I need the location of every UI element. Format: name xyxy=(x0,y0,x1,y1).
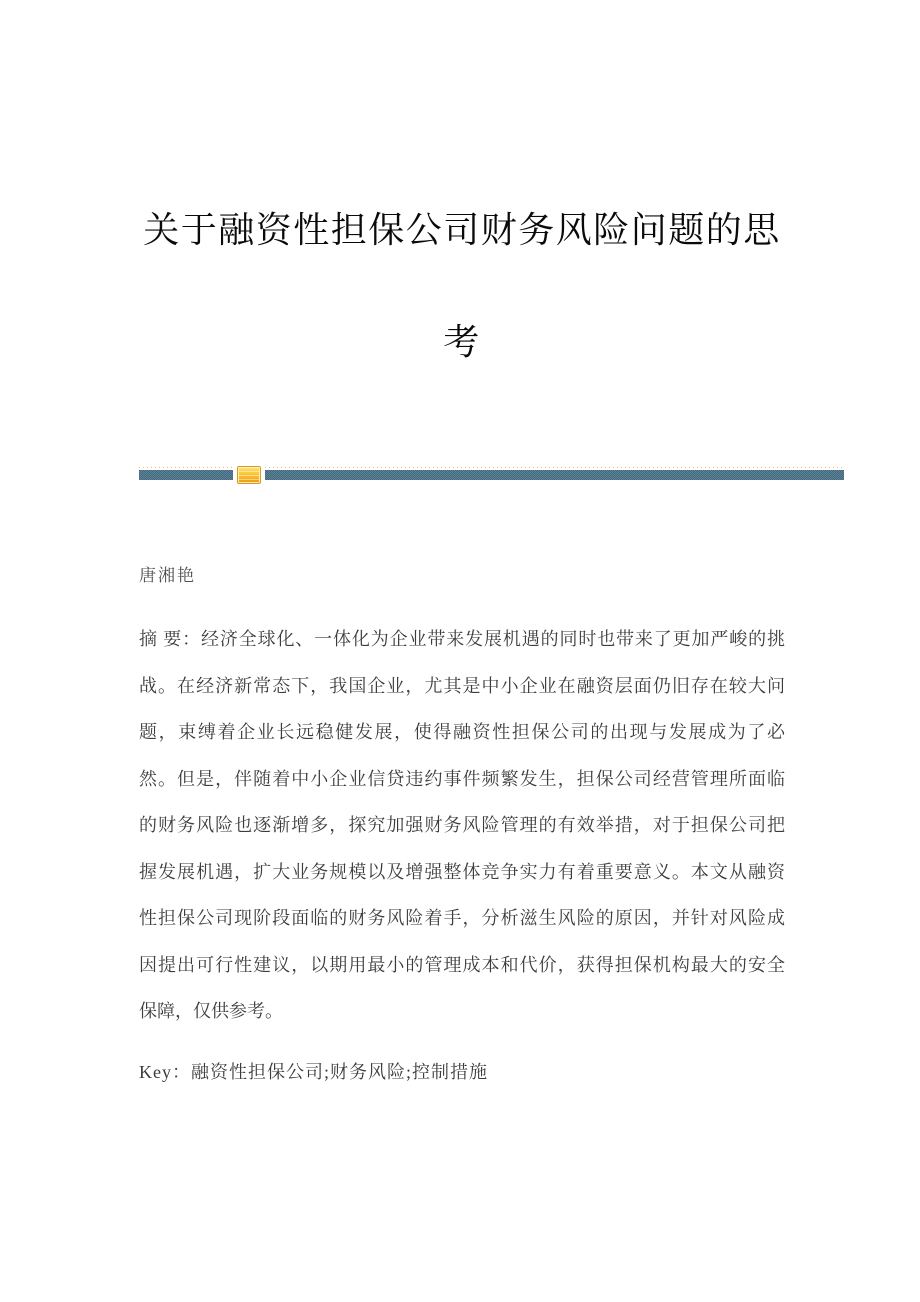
divider-bar-left xyxy=(139,470,233,480)
abstract-line: 握发展机遇，扩大业务规模以及增强整体竞争实力有着重要意义。本文从融资 xyxy=(139,861,785,882)
abstract-line: 性担保公司现阶段面临的财务风险着手，分析滋生风险的原因，并针对风险成 xyxy=(139,908,785,928)
decorative-divider xyxy=(139,464,844,486)
abstract-line: 的财务风险也逐渐增多，探究加强财务风险管理的有效举措，对于担保公司把 xyxy=(139,815,785,835)
document-title: 关于融资性担保公司财务风险问题的思考 xyxy=(143,210,781,362)
envelope-icon xyxy=(237,466,261,484)
keywords-line: Key：融资性担保公司;财务风险;控制措施 xyxy=(139,1061,488,1082)
abstract-line: 然。但是，伴随着中小企业信贷违约事件频繁发生，担保公司经营管理所面临 xyxy=(139,768,785,789)
author-name: 唐湘艳 xyxy=(139,566,196,585)
abstract-line: 因提出可行性建议，以期用最小的管理成本和代价，获得担保机构最大的安全 xyxy=(139,954,785,975)
abstract-paragraph xyxy=(139,616,785,1035)
abstract-line: 摘 要：经济全球化、一体化为企业带来发展机遇的同时也带来了更加严峻的挑 xyxy=(139,629,785,649)
abstract-line: 保障，仅供参考。 xyxy=(139,1001,283,1021)
divider-bar-right xyxy=(265,470,844,480)
abstract-line: 战。在经济新常态下，我国企业，尤其是中小企业在融资层面仍旧存在较大问 xyxy=(139,675,785,696)
abstract-line: 题，束缚着企业长远稳健发展，使得融资性担保公司的出现与发展成为了必 xyxy=(139,722,785,742)
document-content xyxy=(139,0,844,1095)
